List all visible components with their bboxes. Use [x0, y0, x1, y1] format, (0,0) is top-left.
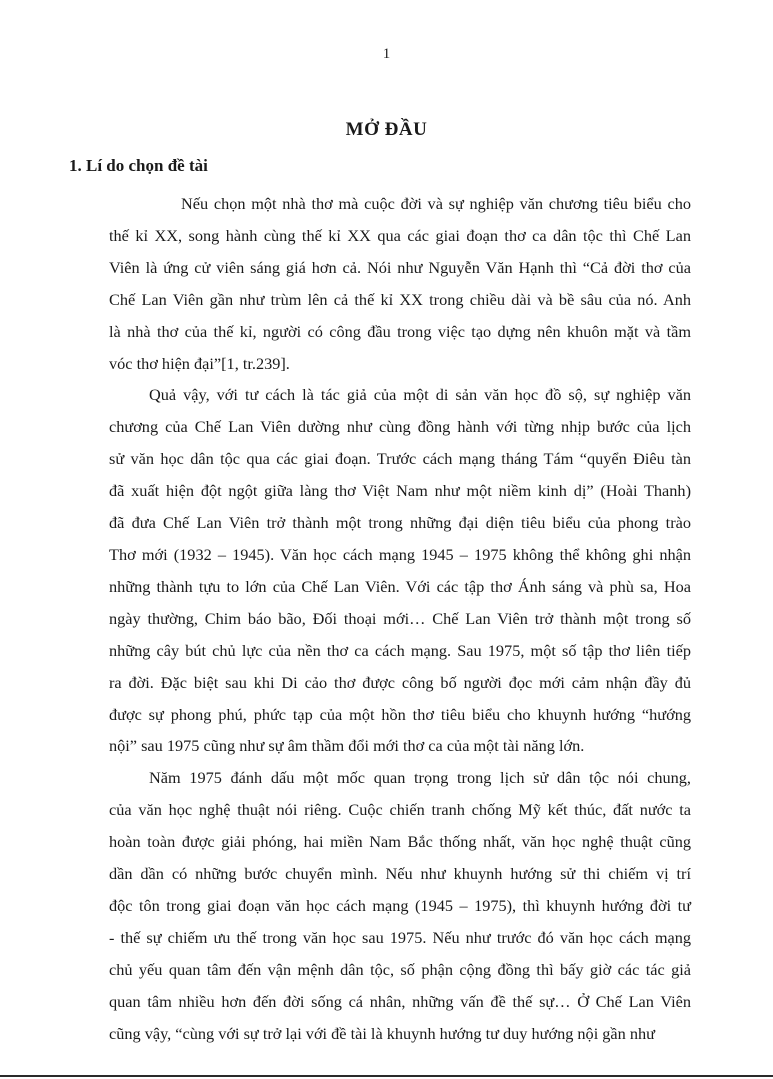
- paragraph-3: [69, 762, 691, 1049]
- text-line: chủ yếu quan tâm đến vận mệnh dân tộc, số phận cộng đồng thì bấy giờ các tác giả: [109, 959, 691, 979]
- text-line: độc tôn trong giai đoạn văn học cách mạng (1945 – 1975), thì khuynh hướng đời tư: [109, 895, 691, 915]
- text-line: những thành tựu to lớn của Chế Lan Viên. Với các tập thơ Ánh sáng và phù sa, Hoa: [109, 576, 691, 596]
- text-line: Năm 1975 đánh dấu một mốc quan trọng trong lịch sử dân tộc nói chung,: [149, 768, 691, 788]
- text-line: vóc thơ hiện đại”[1, tr.239].: [109, 353, 290, 373]
- text-line: - thế sự chiếm ưu thế trong văn học sau 1975. Nếu như trước đó văn học cách mạng: [109, 927, 691, 947]
- text-line: cũng vậy, “cùng với sự trở lại với đề tài là khuynh hướng tư duy hướng nội gần như: [109, 1023, 655, 1043]
- bottom-rule: [0, 1075, 773, 1077]
- text-line: đã đưa Chế Lan Viên trở thành một trong những đại diện tiêu biểu của phong trào: [109, 513, 691, 533]
- text-line: Quả vậy, với tư cách là tác giả của một di sản văn học đồ sộ, sự nghiệp văn: [149, 385, 691, 405]
- text-line: quan tâm nhiều hơn đến đời sống cá nhân, những vấn đề thế sự… Ở Chế Lan Viên: [109, 991, 691, 1011]
- text-line: thế kỉ XX, song hành cùng thế kỉ XX qua các giai đoạn thơ ca dân tộc thì Chế Lan: [109, 225, 691, 245]
- text-line: Viên là ứng cử viên sáng giá hơn cả. Nói như Nguyễn Văn Hạnh thì “Cả đời thơ của: [109, 257, 691, 277]
- page-heading: MỞ ĐẦU: [345, 119, 428, 140]
- text-line: Nếu chọn một nhà thơ mà cuộc đời và sự nghiệp văn chương tiêu biểu cho: [181, 194, 691, 213]
- text-line: sử văn học dân tộc qua các giai đoạn. Trước cách mạng tháng Tám “quyển Điêu tàn: [109, 449, 691, 469]
- text-line: nội” sau 1975 cũng như sự âm thầm đổi mới thơ ca của một tài năng lớn.: [109, 736, 585, 756]
- text-line: những cây bút chủ lực của nền thơ ca cách mạng. Sau 1975, một số tập thơ liên tiếp: [109, 640, 691, 660]
- text-line: chương của Chế Lan Viên dường như cùng đồng hành với từng nhịp bước của lịch: [109, 417, 691, 437]
- section-title: 1. Lí do chọn đề tài: [69, 156, 208, 175]
- text-line: ngày thường, Chim báo bão, Đối thoại mới… Chế Lan Viên trở thành một trong số: [109, 608, 691, 628]
- body-text: [69, 188, 691, 1049]
- text-line: ra đời. Đặc biệt sau khi Di cảo thơ được công bố người đọc mới cảm nhận đầy đủ: [109, 672, 691, 692]
- paragraph-1: [69, 188, 691, 379]
- page-number: 1: [382, 46, 391, 62]
- text-line: là nhà thơ của thế kỉ, người có công đầu trong việc tạo dựng nên khuôn mặt và tầm: [109, 321, 691, 341]
- text-line: Thơ mới (1932 – 1945). Văn học cách mạng 1945 – 1975 không thể không ghi nhận: [109, 544, 691, 564]
- text-line: hoàn toàn được giải phóng, hai miền Nam Bắc thống nhất, văn học nghệ thuật cũng: [109, 832, 691, 852]
- paragraph-2: [69, 379, 691, 762]
- text-line: của văn học nghệ thuật nói riêng. Cuộc chiến tranh chống Mỹ kết thúc, đất nước ta: [109, 800, 691, 820]
- text-line: Chế Lan Viên gần như trùm lên cả thế kỉ XX trong chiều dài và bề sâu của nó. Anh: [109, 289, 691, 309]
- text-line: đã xuất hiện đột ngột giữa làng thơ Việt Nam như một niềm kinh dị” (Hoài Thanh): [109, 481, 691, 501]
- text-line: được sự phong phú, phức tạp của một hồn thơ tiêu biểu cho khuynh hướng “hướng: [109, 704, 691, 724]
- text-line: dần dần có những bước chuyển mình. Nếu như khuynh hướng sử thi chiếm vị trí: [109, 864, 691, 884]
